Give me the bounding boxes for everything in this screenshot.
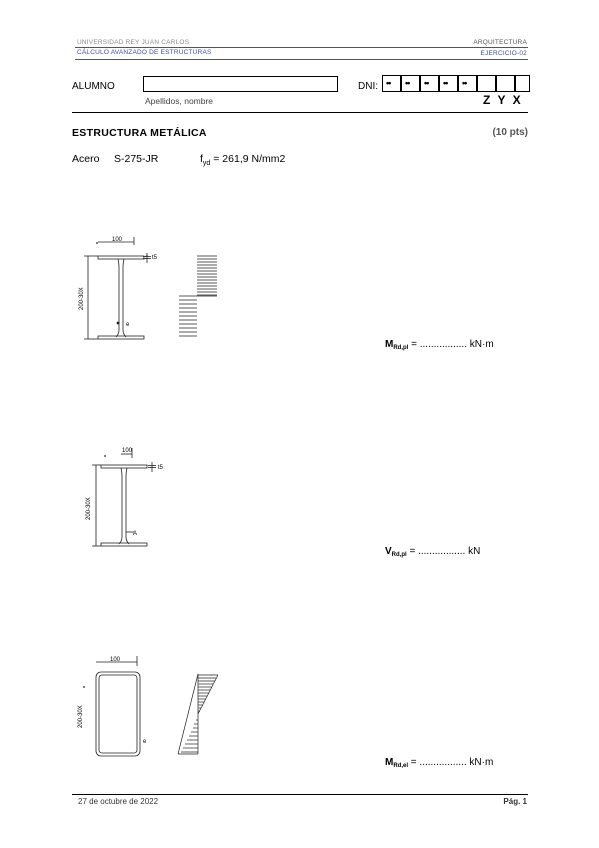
width-label: 100 xyxy=(112,237,123,243)
dot-marker xyxy=(96,242,98,244)
answer-blank-2[interactable]: = ................. xyxy=(406,546,466,557)
section-inner xyxy=(99,675,137,753)
height-label: 200-30X xyxy=(86,497,92,520)
flange-label: t5 xyxy=(158,465,164,471)
dot-marker xyxy=(83,686,85,688)
height-label: 200-30X xyxy=(78,705,84,728)
width-label: 100 xyxy=(110,657,121,663)
result-mrd-el: $M_{Rd,el}$ = ................. kN·m xyxy=(385,757,494,769)
web-left xyxy=(116,259,119,337)
answer-blank-3[interactable]: = ................. xyxy=(408,757,467,768)
wall-label: e xyxy=(143,739,147,745)
web-left xyxy=(119,468,122,544)
web-label: e xyxy=(126,322,130,328)
stress-diagram-1 xyxy=(179,256,217,336)
section-points: (10 pts) xyxy=(492,127,528,138)
material-grade: S-275-JR xyxy=(114,153,159,165)
stress-diagram-3 xyxy=(178,674,218,754)
result-vrd-pl: $V_{Rd,pl}$ = ................. kN xyxy=(385,546,481,558)
dni-cell[interactable]: •• xyxy=(439,75,458,92)
top-flange xyxy=(101,465,147,468)
web-marker xyxy=(117,322,120,325)
footer-page: Pág. 1 xyxy=(503,797,527,806)
section-outer xyxy=(96,672,140,756)
dot-marker xyxy=(104,455,106,457)
section-title: ESTRUCTURA METÁLICA xyxy=(72,127,207,139)
figure-1-i-section xyxy=(70,230,230,345)
dni-cell[interactable]: •• xyxy=(458,75,477,92)
dni-cell[interactable]: •• xyxy=(420,75,439,92)
course-name: CÁLCULO AVANZADO DE ESTRUCTURAS xyxy=(77,49,212,56)
header-rule-bottom xyxy=(75,59,528,60)
answer-blank-1[interactable]: = ................. xyxy=(408,339,467,350)
university-name: UNIVERSIDAD REY JUAN CARLOS xyxy=(77,39,190,46)
dni-cell[interactable]: •• xyxy=(401,75,420,92)
width-label: 100 xyxy=(122,448,133,454)
dni-cell[interactable] xyxy=(496,75,515,92)
height-label: 200-30X xyxy=(79,287,85,310)
dni-cell[interactable] xyxy=(515,75,530,92)
figure-3-hollow-section xyxy=(70,650,230,765)
bottom-flange xyxy=(101,543,147,546)
exercise-code: EJERCICIO-02 xyxy=(480,50,527,57)
top-flange xyxy=(98,256,144,259)
web-label: A xyxy=(133,531,138,537)
dni-cell[interactable] xyxy=(477,75,496,92)
footer-date: 27 de octubre de 2022 xyxy=(78,797,159,806)
bottom-flange xyxy=(98,336,144,339)
student-name-field[interactable] xyxy=(143,76,338,92)
material-label: Acero xyxy=(72,153,100,165)
student-rule xyxy=(72,112,528,113)
degree-name: ARQUITECTURA xyxy=(473,39,527,46)
dni-cell[interactable]: •• xyxy=(382,75,401,92)
web-right xyxy=(126,468,129,544)
name-hint: Apellidos, nombre xyxy=(145,96,214,106)
check-letters: Z Y X xyxy=(483,93,521,107)
result-mrd-pl: $M_{Rd,pl}$ = ................. kN·m xyxy=(385,339,494,351)
alumno-label: ALUMNO xyxy=(72,81,115,92)
fyd-expression: $f_{yd} = 261,9$ N/mm2 xyxy=(200,153,286,168)
header-rule-top xyxy=(75,47,528,48)
footer-rule xyxy=(72,794,528,795)
flange-label: t5 xyxy=(152,255,158,261)
dni-label: DNI: xyxy=(358,81,378,92)
figure-2-i-section xyxy=(80,440,180,555)
